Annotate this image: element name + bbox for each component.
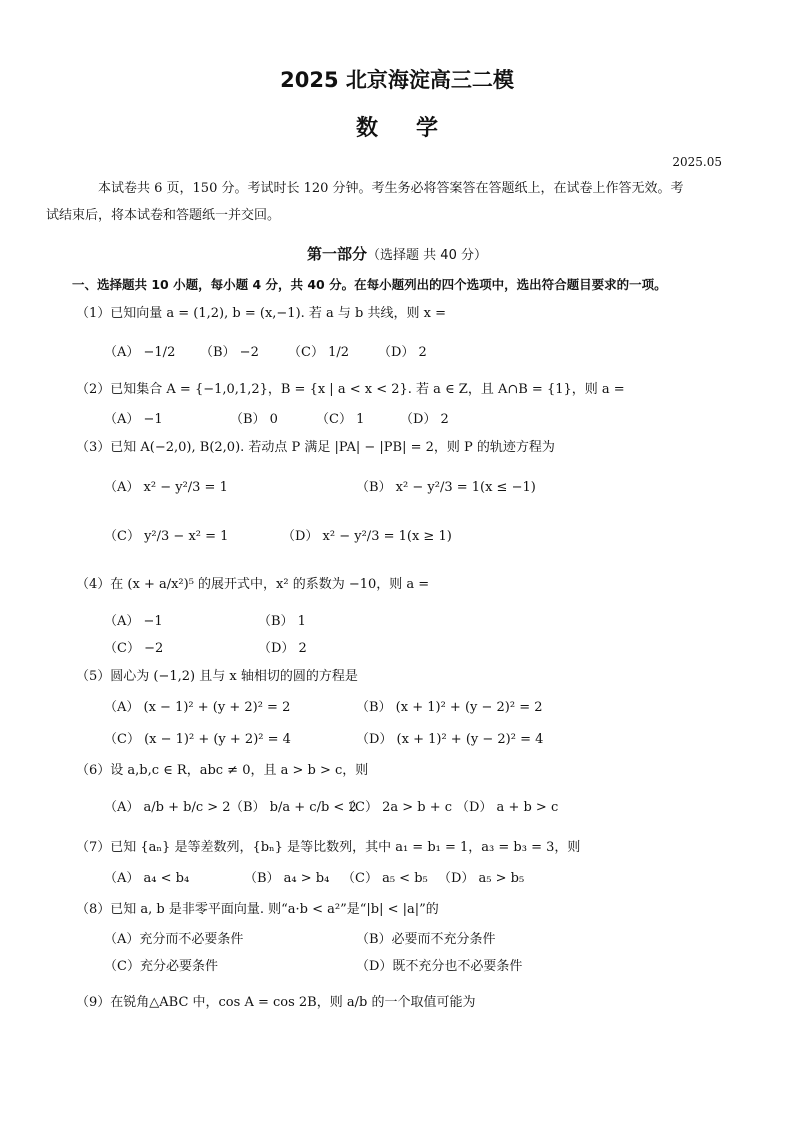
question-8-stem: （8）已知 a, b 是非零平面向量. 则“a·b < a²”是“|b| < |a|”的 [76, 902, 439, 917]
section-instruction: 一、选择题共 10 小题，每小题 4 分，共 40 分。在每小题列出的四个选项中，选出符合题目要求的一项。 [72, 277, 667, 292]
question-1-stem: （1）已知向量 a = (1,2), b = (x,−1). 若 a 与 b 共线，则 x = [76, 306, 446, 321]
exam-title: 2025 北京海淀高三二模 [280, 68, 514, 92]
question-7-option-b: （B） a₄ > b₄ [244, 871, 330, 886]
question-1-option-c: （C） 1/2 [288, 345, 350, 360]
question-3-option-c: （C） y²/3 − x² = 1 [104, 529, 229, 544]
question-8-option-b: （B）必要而不充分条件 [356, 932, 496, 947]
question-3-stem: （3）已知 A(−2,0), B(2,0). 若动点 P 满足 |PA| − |PB| = 2，则 P 的轨迹方程为 [76, 440, 555, 455]
question-6-option-d: （D） a + b > c [456, 800, 559, 815]
question-6-option-c: （C） 2a > b + c [342, 800, 453, 815]
question-4-stem: （4）在 (x + a/x²)⁵ 的展开式中，x² 的系数为 −10，则 a = [76, 577, 430, 592]
exam-date: 2025.05 [672, 155, 722, 169]
question-3-option-d: （D） x² − y²/3 = 1(x ≥ 1) [282, 529, 452, 544]
question-1-option-d: （D） 2 [378, 345, 427, 360]
question-1-option-b: （B） −2 [200, 345, 259, 360]
question-5-option-c: （C） (x − 1)² + (y + 2)² = 4 [104, 732, 291, 747]
question-8-option-d: （D）既不充分也不必要条件 [356, 959, 523, 974]
intro-line-1: 本试卷共 6 页，150 分。考试时长 120 分钟。考生务必将答案答在答题纸上，在试卷上作答无效。考 [98, 181, 684, 196]
question-5-option-b: （B） (x + 1)² + (y − 2)² = 2 [356, 700, 543, 715]
question-4-option-b: （B） 1 [258, 614, 306, 629]
question-7-stem: （7）已知 {aₙ} 是等差数列，{bₙ} 是等比数列，其中 a₁ = b₁ = 1，a₃ = b₃ = 3，则 [76, 840, 581, 855]
question-8-option-c: （C）充分必要条件 [104, 959, 218, 974]
question-7-option-a: （A） a₄ < b₄ [104, 871, 190, 886]
subject-title: 数学 [355, 116, 476, 141]
question-5-option-d: （D） (x + 1)² + (y − 2)² = 4 [356, 732, 544, 747]
question-4-option-d: （D） 2 [258, 641, 307, 656]
question-9-stem: （9）在锐角△ABC 中，cos A = cos 2B，则 a/b 的一个取值可能为 [76, 995, 476, 1010]
part-heading [0, 243, 794, 264]
question-2-option-d: （D） 2 [400, 412, 449, 427]
question-7-option-d: （D） a₅ > b₅ [438, 871, 525, 886]
question-6-option-b: （B） b/a + c/b < 2 [230, 800, 357, 815]
question-3-option-b: （B） x² − y²/3 = 1(x ≤ −1) [356, 480, 536, 495]
question-2-stem: （2）已知集合 A = {−1,0,1,2}，B = {x | a < x < 2}. 若 a ∈ Z，且 A∩B = {1}，则 a = [76, 382, 625, 397]
question-5-stem: （5）圆心为 (−1,2) 且与 x 轴相切的圆的方程是 [76, 669, 358, 684]
part-title: 第一部分 [307, 245, 368, 263]
question-2-option-a: （A） −1 [104, 412, 163, 427]
question-4-option-c: （C） −2 [104, 641, 164, 656]
part-note: （选择题 共 40 分） [367, 248, 487, 263]
question-6-option-a: （A） a/b + b/c > 2 [104, 800, 231, 815]
intro-line-2: 试结束后，将本试卷和答题纸一并交回。 [46, 208, 281, 223]
question-8-option-a: （A）充分而不必要条件 [104, 932, 244, 947]
question-2-option-b: （B） 0 [230, 412, 278, 427]
question-5-option-a: （A） (x − 1)² + (y + 2)² = 2 [104, 700, 291, 715]
question-1-option-a: （A） −1/2 [104, 345, 176, 360]
question-3-option-a: （A） x² − y²/3 = 1 [104, 480, 228, 495]
intro-paragraph [46, 175, 724, 229]
question-6-stem: （6）设 a,b,c ∈ R，abc ≠ 0，且 a > b > c，则 [76, 763, 369, 778]
question-7-option-c: （C） a₅ < b₅ [342, 871, 428, 886]
question-4-option-a: （A） −1 [104, 614, 163, 629]
question-2-option-c: （C） 1 [316, 412, 365, 427]
